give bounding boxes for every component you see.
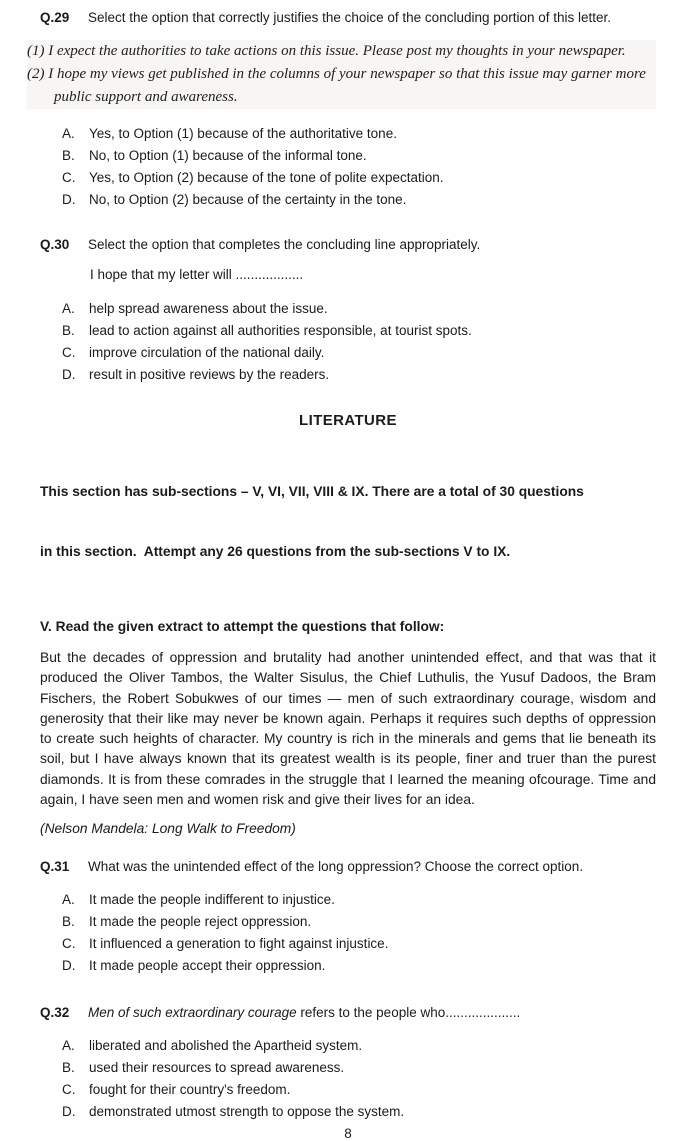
option-text: result in positive reviews by the readers.: [89, 367, 330, 382]
option-row: [62, 298, 656, 320]
option-text: No, to Option (2) because of the certainty in the tone.: [89, 192, 407, 207]
q30-stem: I hope that my letter will ..................: [90, 267, 304, 282]
option-row: [62, 1057, 656, 1079]
question-number: Q.29: [40, 10, 70, 25]
option-row: [62, 889, 656, 911]
page-number: 8: [344, 1126, 352, 1141]
question-number: Q.32: [40, 1005, 70, 1021]
section-intro: [40, 442, 656, 602]
q29-quoted-lines: [27, 40, 656, 109]
quoted-line: (1) I expect the authorities to take actions on this issue. Please post my thoughts in your newspaper.: [27, 43, 626, 59]
option-row: [62, 364, 656, 386]
option-row: [62, 1101, 656, 1123]
option-row: [62, 342, 656, 364]
option-text: Yes, to Option (2) because of the tone of polite expectation.: [89, 170, 444, 185]
option-text: demonstrated utmost strength to oppose the system.: [89, 1104, 405, 1120]
option-letter: B.: [62, 1060, 75, 1076]
option-letter: B.: [62, 914, 75, 930]
question-text: What was the unintended effect of the long oppression? Choose the correct option.: [88, 859, 584, 875]
reading-passage: But the decades of oppression and brutality had another unintended effect, and that was that it produced the Oliver Tambos, the Walter Sisulus, the Chief Luthulis, the Yusuf Dadoos, the Bram Fischers, the Robert Sobukwes of our times — men of such extraordinary courage, wisdom and generosity that their like may never be known again. Perhaps it requires such depths of oppression to create such heights of character. My country is rich in the minerals and gems that lie beneath its soil, but I have always known that its greatest wealth is its people, finer and truer than the purest diamonds. It is from these comrades in the struggle that I learned the meaning ofcourage. Time and again, I have seen men and women risk and give their lives for an idea.: [40, 650, 656, 808]
question-number: Q.31: [40, 859, 70, 875]
option-letter: D.: [62, 192, 76, 207]
option-letter: C.: [62, 170, 76, 185]
question-text-rest: refers to the people who....................: [300, 1005, 521, 1021]
option-row: [62, 167, 656, 189]
option-text: liberated and abolished the Apartheid system.: [89, 1038, 363, 1054]
option-letter: A.: [62, 892, 75, 908]
question-text: Select the option that correctly justifies the choice of the concluding portion of this letter.: [88, 10, 612, 25]
option-text: No, to Option (1) because of the informal tone.: [89, 148, 367, 163]
option-letter: C.: [62, 345, 76, 360]
option-letter: A.: [62, 126, 75, 141]
option-row: [62, 145, 656, 167]
question-q29-header: [40, 8, 656, 27]
section-title: LITERATURE: [299, 412, 397, 429]
option-row: [62, 911, 656, 933]
passage-attribution: (Nelson Mandela: Long Walk to Freedom): [40, 821, 296, 837]
question-text-italic: Men of such extraordinary courage: [88, 1005, 297, 1021]
section-intro-line: in this section. Attempt any 26 questions from the sub-sections V to IX.: [40, 544, 511, 559]
option-letter: B.: [62, 323, 75, 338]
option-text: help spread awareness about the issue.: [89, 301, 328, 316]
option-row: [62, 189, 656, 211]
section-intro-line: This section has sub-sections – V, VI, VII, VIII & IX. There are a total of 30 questions: [40, 484, 584, 499]
question-q31-header: [40, 857, 656, 876]
option-row: [62, 933, 656, 955]
option-text: It influenced a generation to fight against injustice.: [89, 936, 389, 952]
option-row: [62, 1035, 656, 1057]
option-text: It made people accept their oppression.: [89, 958, 326, 974]
option-letter: C.: [62, 936, 76, 952]
q31-options: [62, 889, 656, 977]
option-letter: C.: [62, 1082, 76, 1098]
option-row: [62, 320, 656, 342]
option-letter: D.: [62, 958, 76, 974]
option-letter: A.: [62, 301, 75, 316]
option-text: Yes, to Option (1) because of the authoritative tone.: [89, 126, 397, 141]
option-text: It made the people reject oppression.: [89, 914, 312, 930]
option-text: improve circulation of the national daily.: [89, 345, 325, 360]
option-letter: A.: [62, 1038, 75, 1054]
q29-options: [62, 123, 656, 211]
option-row: [62, 123, 656, 145]
option-row: [62, 1079, 656, 1101]
option-letter: D.: [62, 1104, 76, 1120]
question-text: [88, 1003, 656, 1022]
quoted-line: (2) I hope my views get published in the columns of your newspaper so that this issue may garner more public support and awareness.: [27, 66, 646, 105]
option-letter: D.: [62, 367, 76, 382]
q30-options: [62, 298, 656, 386]
question-q30-header: [40, 235, 656, 254]
option-row: [62, 955, 656, 977]
question-text: Select the option that completes the concluding line appropriately.: [88, 237, 481, 252]
option-text: used their resources to spread awareness.: [89, 1060, 345, 1076]
question-number: Q.30: [40, 237, 70, 252]
option-letter: B.: [62, 148, 75, 163]
option-text: fought for their country's freedom.: [89, 1082, 291, 1098]
q32-options: [62, 1035, 656, 1123]
question-q32-header: [40, 1003, 656, 1022]
option-text: It made the people indifferent to injustice.: [89, 892, 335, 908]
subsection-heading: V. Read the given extract to attempt the questions that follow:: [40, 619, 445, 634]
option-text: lead to action against all authorities responsible, at tourist spots.: [89, 323, 472, 338]
